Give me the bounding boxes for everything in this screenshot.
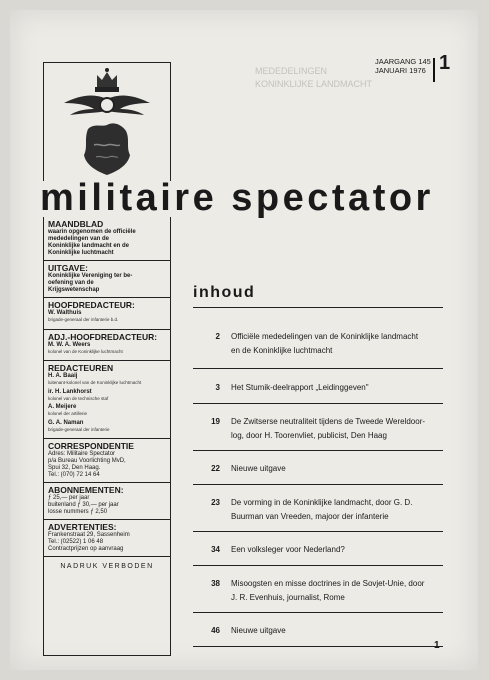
section-abonnementen [44,483,170,520]
redacteur-name: G. A. Naman [48,419,84,426]
correspondentie-heading: CORRESPONDENTIE [48,441,134,451]
toc-title-line: De Zwitserse neutraliteit tijdens de Tweede Wereldoor- [231,417,426,426]
redacteur-name: A. Meijere [48,404,77,410]
toc-title-line: en de Koninklijke luchtmacht [231,346,333,355]
toc-entry [193,462,443,484]
toc-page-number: 46 [211,626,220,635]
magazine-page [10,10,478,670]
adj-hoofdredacteur-name: M. W. A. Weers [48,341,91,348]
correspondentie-line: Adres: Militaire Spectator [48,451,116,457]
page-folio: 1 [434,640,440,651]
section-advertenties [44,520,170,557]
toc-title-line: log, door H. Toorenvliet, publicist, Den Haag [231,431,387,440]
redacteur-rank: luitenant-kolonel van de Koninklijke luchtmacht [48,380,142,385]
correspondentie-line: Spui 32, Den Haag. [48,465,101,471]
abonnementen-line: buitenland ƒ 30,— per jaar [48,502,119,508]
toc-page-number: 22 [211,464,220,473]
section-correspondentie [44,439,170,483]
toc-title-line: Een volksleger voor Nederland? [231,545,345,554]
toc-divider [193,646,443,647]
advertenties-line: Frankenstraat 29, Sassenheim [48,532,130,538]
toc-heading: inhoud [193,284,256,301]
bleed-line: MEDEDELINGEN [255,66,328,76]
toc-page-number: 34 [211,545,220,554]
redacteur-name: H. A. Baaij [48,373,78,379]
issue-info [375,57,431,75]
redacteur-rank: kolonel der artillerie [48,411,88,416]
abonnementen-heading: ABONNEMENTEN: [48,485,124,495]
uitgave-line: Koninklijke Vereniging ter be- [48,273,133,279]
toc-title-line: Nieuwe uitgave [231,464,286,473]
section-redacteuren [44,361,170,439]
section-adj-hoofdredacteur [44,330,170,362]
maandblad-line: mededelingen van de [48,236,110,242]
toc-entry [193,415,443,450]
abonnementen-line: ƒ 25,— per jaar [48,495,90,501]
hoofdredacteur-name: W. Walthuis [48,310,82,316]
uitgave-line: oefening van de [48,280,94,286]
issue-number: 1 [439,52,451,74]
toc-title-line: Nieuwe uitgave [231,626,286,635]
advertenties-line: Contractprijzen op aanvraag [48,546,124,552]
adj-hoofdredacteur-rank: kolonel van de Koninklijke luchtmacht [48,348,123,354]
advertenties-line: Tel.: (02522) 1 06 48 [48,539,104,545]
nadruk-verboden: NADRUK VERBODEN [60,563,154,570]
redacteur-rank: kolonel van de technische staf [48,395,109,401]
toc-page-number: 19 [211,417,220,426]
issue-date: JANUARI 1976 [375,66,426,75]
redacteur-rank: brigade-generaal der infanterie [48,426,110,432]
toc-entry [193,381,443,403]
correspondentie-line: p/a Bureau Voorlichting MvD, [48,458,126,464]
advertenties-heading: ADVERTENTIES: [48,522,117,532]
colophon-box [43,217,171,656]
maandblad-line: Koninklijke luchtmacht [48,250,114,256]
correspondentie-line: Tel.: (070) 72 14 64 [48,472,100,478]
emblem-box [43,62,171,181]
toc-page-number: 3 [215,383,220,392]
redacteuren-heading: REDACTEUREN [48,363,114,373]
uitgave-heading: UITGAVE: [48,263,88,273]
hoofdredacteur-heading: HOOFDREDACTEUR: [48,300,135,310]
toc-title-line: Het Stumik-deelrapport „Leidinggeven" [231,383,369,392]
toc-entry [193,330,443,368]
uitgave-line: Krijgswetenschap [48,287,100,293]
toc-entry [193,577,443,612]
abonnementen-line: losse nummers ƒ 2,50 [48,509,108,515]
masthead-title: militaire spectator [40,177,434,219]
adj-hoofdredacteur-heading: ADJ.-HOOFDREDACTEUR: [48,331,158,342]
hoofdredacteur-rank: brigade-generaal der infanterie b.d. [48,317,119,322]
crest-emblem-icon [44,63,170,181]
bleed-through-text [255,65,455,185]
bleed-line: KONINKLIJKE LANDMACHT [255,79,373,89]
toc-page-number: 2 [215,332,220,341]
toc-page-number: 23 [211,498,220,507]
toc-title-line: Officiële mededelingen van de Koninklijke landmacht [231,332,419,341]
redacteur-name: ir. H. Lankhorst [48,388,92,395]
toc-title-line: Buurman van Vreeden, majoor der infanterie [231,512,389,521]
maandblad-line: waarin opgenomen de officiële [48,229,136,235]
toc-entry [193,543,443,565]
toc-entry [193,624,443,646]
issue-divider [433,58,435,82]
maandblad-line: Koninklijke landmacht en de [48,243,130,249]
issue-volume: JAARGANG 145 [375,57,431,66]
section-uitgave [44,261,170,298]
maandblad-heading: MAANDBLAD [48,219,104,229]
toc-title-line: De vorming in de Koninklijke landmacht, door G. D. [231,498,413,507]
toc-divider [193,307,443,308]
toc-title-line: Misoogsten en misse doctrines in de Sovjet-Unie, door [231,579,425,588]
section-maandblad [44,217,170,261]
toc-page-number: 38 [211,579,220,588]
table-of-contents [193,330,443,647]
toc-entry [193,496,443,531]
section-hoofdredacteur [44,298,170,330]
toc-title-line: J. R. Evenhuis, journalist, Rome [231,593,345,602]
